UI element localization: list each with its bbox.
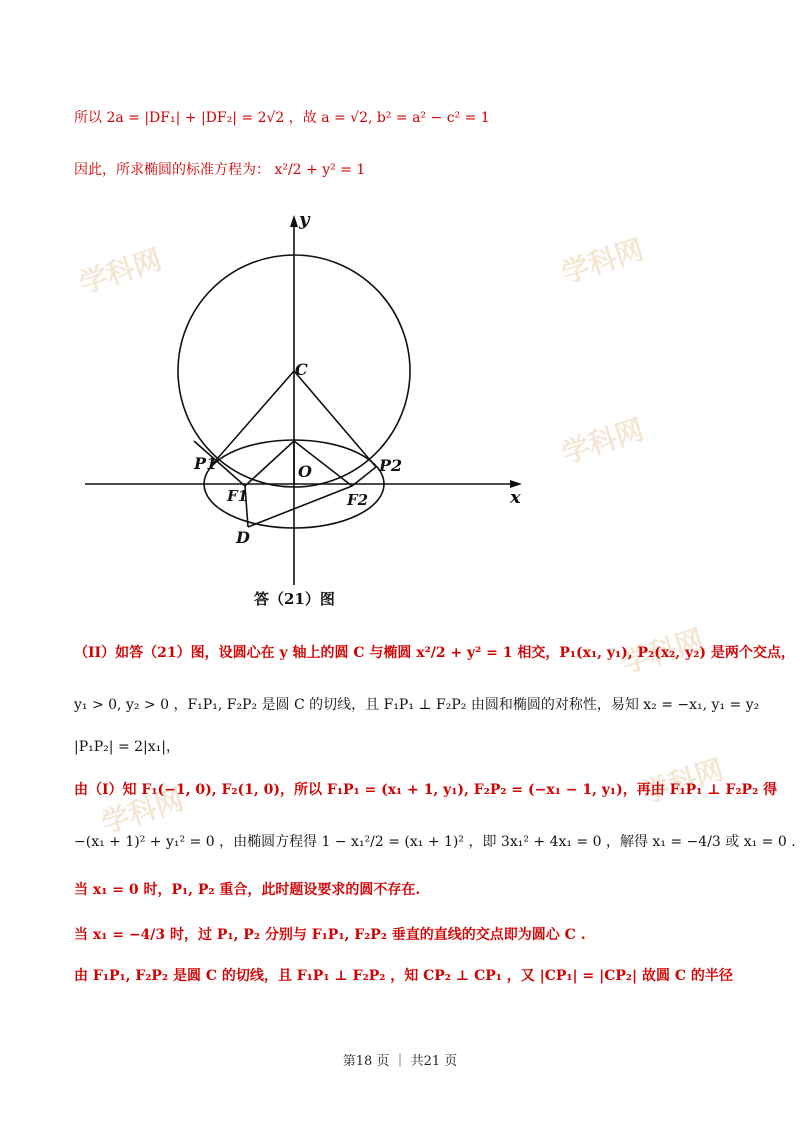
text-line-7: −(x₁ + 1)² + y₁² = 0 ，由椭圆方程得 1 − x₁²/2 = (x₁ + 1)² ，即 3x₁² + 4x₁ = 0 ，解得 x₁ = −4/3 或 x₁ = 0 . bbox=[74, 834, 796, 850]
watermark: 学科网 bbox=[557, 412, 648, 471]
point-p2-label: P2 bbox=[379, 456, 403, 475]
ellipse-circle-figure bbox=[70, 205, 540, 615]
watermark: 学科网 bbox=[617, 622, 708, 681]
point-c-label: C bbox=[295, 360, 308, 379]
text-line-2: 因此，所求椭圆的标准方程为： x²/2 + y² = 1 bbox=[74, 162, 366, 178]
text-line-10: 由 F₁P₁, F₂P₂ 是圆 C 的切线，且 F₁P₁ ⊥ F₂P₂ ，知 CP₂ ⊥ CP₁ ，又 |CP₁| = |CP₂| 故圆 C 的半径 bbox=[74, 968, 733, 984]
text-line-5: |P₁P₂| = 2|x₁|， bbox=[74, 739, 180, 755]
point-f2-label: F2 bbox=[347, 491, 369, 509]
watermark: 学科网 bbox=[637, 752, 728, 811]
text-line-8: 当 x₁ = 0 时，P₁, P₂ 重合，此时题设要求的圆不存在. bbox=[74, 882, 421, 898]
text-line-1: 所以 2a = |DF₁| + |DF₂| = 2√2 ，故 a = √2, b² = a² − c² = 1 bbox=[74, 110, 490, 126]
watermark: 学科网 bbox=[97, 782, 188, 841]
text-line-4: y₁ > 0, y₂ > 0 ，F₁P₁, F₂P₂ 是圆 C 的切线，且 F₁P₁ ⊥ F₂P₂ 由圆和椭圆的对称性，易知 x₂ = −x₁, y₁ = y₂ bbox=[74, 697, 760, 713]
y-axis-label: y bbox=[299, 209, 310, 230]
page-footer: 第18 页 ｜ 共21 页 bbox=[342, 1054, 458, 1069]
figure-caption: 答（21）图 bbox=[254, 590, 335, 608]
x-axis-label: x bbox=[510, 487, 521, 508]
point-p1-label: P1 bbox=[194, 454, 218, 473]
point-f1-label: F1 bbox=[227, 487, 249, 505]
origin-label: O bbox=[298, 462, 312, 481]
watermark: 学科网 bbox=[557, 232, 648, 291]
watermark: 学科网 bbox=[75, 242, 166, 301]
text-line-9: 当 x₁ = −4/3 时，过 P₁, P₂ 分别与 F₁P₁, F₂P₂ 垂直的直线的交点即为圆心 C . bbox=[74, 927, 586, 943]
point-d-label: D bbox=[236, 528, 250, 547]
text-line-3: （II）如答（21）图，设圆心在 y 轴上的圆 C 与椭圆 x²/2 + y² = 1 相交，P₁(x₁, y₁), P₂(x₂, y₂) 是两个交点， bbox=[74, 645, 795, 661]
text-line-6: 由（I）知 F₁(−1, 0), F₂(1, 0)，所以 F₁P₁ = (x₁ + 1, y₁), F₂P₂ = (−x₁ − 1, y₁)，再由 F₁P₁ ⊥ F₂P₂ 得 bbox=[74, 782, 778, 798]
